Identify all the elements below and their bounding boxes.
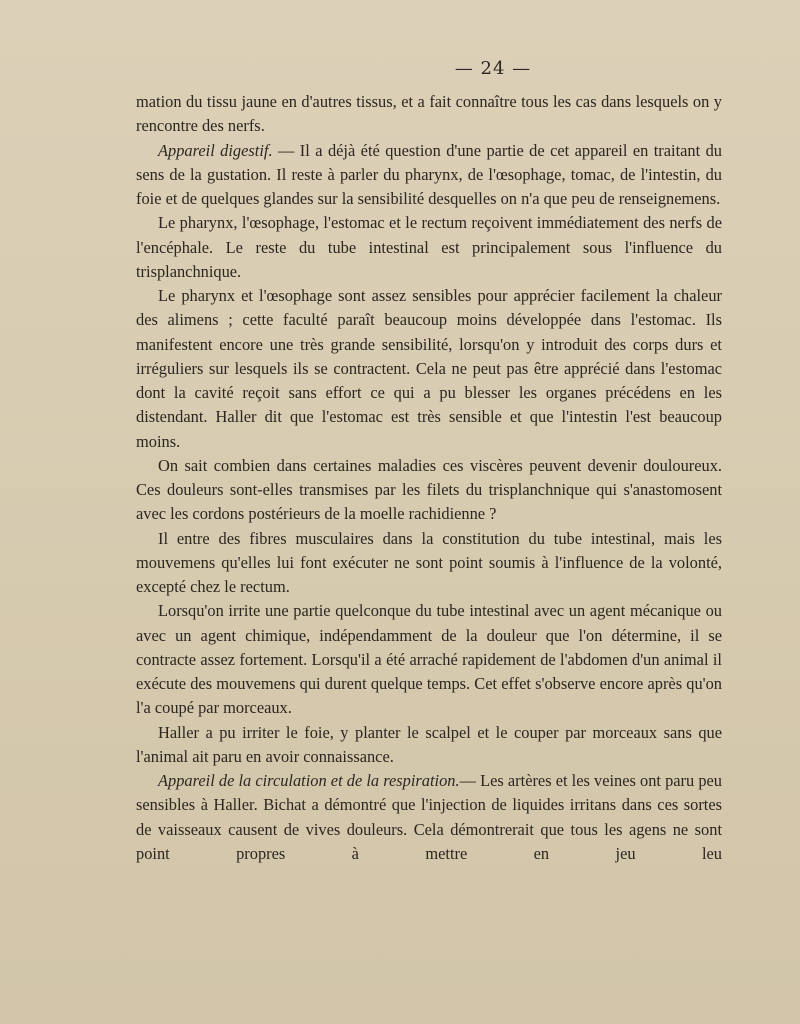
paragraph	[136, 211, 722, 284]
paragraph-text: Le pharynx et l'œsophage sont assez sensibles pour apprécier facilement la chaleur des alimens ; cette faculté paraît beaucoup moins développée dans l'estomac. Ils manifestent encore une très grande sensibilité, lorsqu'on y introduit des corps durs et irréguliers sur lesquels ils se contractent. Cela ne peut pas être apprécié dans l'estomac dont la cavité reçoit sans effort ce qui a pu blesser les organes précédens en les distendant. Haller dit que l'estomac est très sensible et que l'intestin l'est beaucoup moins.	[136, 286, 722, 451]
paragraph	[136, 769, 722, 866]
paragraph-text: Haller a pu irriter le foie, y planter le scalpel et le couper par morceaux sans que l'animal ait paru en avoir connaissance.	[136, 722, 722, 766]
paragraph-text: — Les artères et les veines ont paru peu sensibles à Haller. Bichat a démontré que l'injection de liquides irritans dans ces sortes de vaisseaux causent de vives douleurs. Cela démontrerait que tous les agens ne sont point propres à mettre en jeu leu	[136, 771, 722, 863]
paragraph	[136, 90, 722, 139]
page-number: — 24 —	[454, 58, 532, 79]
paragraph-text: Il entre des fibres musculaires dans la constitution du tube intestinal, mais les mouvemens qu'elles lui font exécuter ne sont point soumis à l'influence de la volonté, excepté chez le rectum.	[136, 528, 722, 596]
section-heading: Appareil de la circulation et de la respiration.	[158, 771, 460, 790]
section-heading: Appareil digestif.	[158, 140, 273, 160]
paragraph	[136, 454, 722, 527]
paragraph	[136, 139, 722, 212]
paragraph	[136, 721, 722, 770]
paragraph-text: Lorsqu'on irrite une partie quelconque du tube intestinal avec un agent mécanique ou avec un agent chimique, indépendamment de la douleur que l'on détermine, il se contracte assez fortement. Lorsqu'il a été arraché rapidement de l'abdomen d'un animal il exécute des mouvemens qui durent quelque temps. Cet effet s'observe encore après qu'on l'a coupé par morceaux.	[136, 601, 722, 718]
paragraph	[136, 284, 722, 454]
paragraph	[136, 599, 722, 720]
body-text	[136, 90, 722, 866]
paragraph-text: On sait combien dans certaines maladies ces viscères peuvent devenir douloureux. Ces douleurs sont-elles transmises par les filets du trisplanchnique qui s'anastomosent avec les cordons postérieurs de la moelle rachidienne ?	[136, 455, 722, 524]
paragraph-text: mation du tissu jaune en d'autres tissus, et a fait connaître tous les cas dans lesquels on y rencontre des nerfs.	[136, 92, 722, 136]
paragraph	[136, 527, 722, 600]
paragraph-text: — Il a déjà été question d'une partie de cet appareil en traitant du sens de la gustation. Il reste à parler du pharynx, de l'œsophage, tomac, de l'intestin, du foie et de quelques glandes sur la sensibilité desquelles on n'a que peu de renseignemens.	[136, 140, 722, 208]
paragraph-text: Le pharynx, l'œsophage, l'estomac et le rectum reçoivent immédiatement des nerfs de l'encéphale. Le reste du tube intestinal est principalement sous l'influence du trisplanchnique.	[136, 213, 722, 281]
